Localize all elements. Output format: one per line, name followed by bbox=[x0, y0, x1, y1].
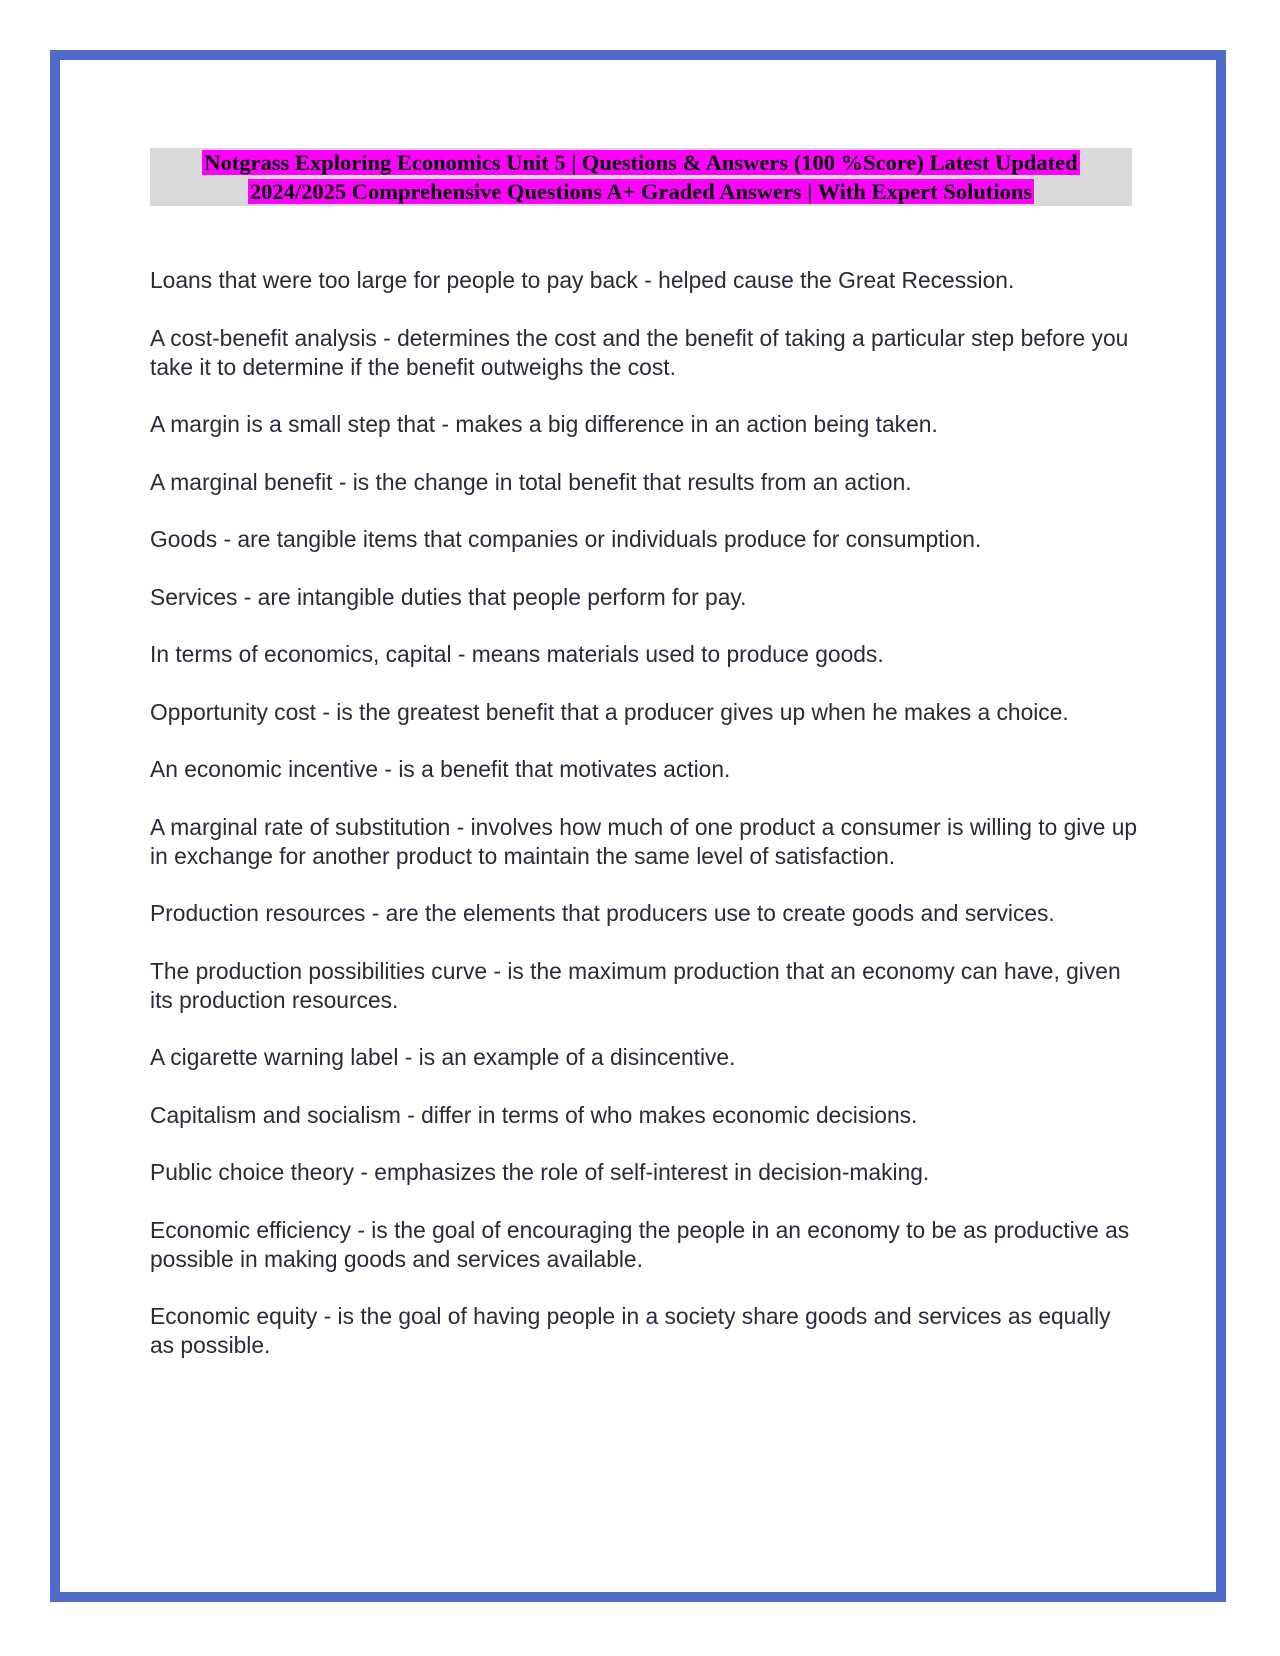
document-title bbox=[150, 148, 1132, 206]
qa-item: A marginal benefit - is the change in total benefit that results from an action. bbox=[150, 468, 912, 495]
title-line-1: Notgrass Exploring Economics Unit 5 | Questions & Answers (100 %Score) Latest Updated bbox=[204, 150, 1078, 175]
qa-item: A margin is a small step that - makes a big difference in an action being taken. bbox=[150, 411, 938, 437]
qa-item: Goods - are tangible items that companies or individuals produce for consumption. bbox=[150, 526, 982, 552]
qa-item: Production resources - are the elements that producers use to create goods and services. bbox=[150, 900, 1055, 926]
qa-item: The production possibilities curve - is the maximum production that an economy can have, given its production resources. bbox=[150, 957, 1121, 1013]
qa-item: A cigarette warning label - is an example of a disincentive. bbox=[150, 1044, 736, 1070]
qa-item: Economic efficiency - is the goal of encouraging the people in an economy to be as productive as possible in making goods and services available. bbox=[150, 1216, 1130, 1272]
qa-item: Public choice theory - emphasizes the role of self-interest in decision-making. bbox=[150, 1159, 930, 1185]
qa-item: A marginal rate of substitution - involves how much of one product a consumer is willing to give up in exchange for another product to maintain the same level of satisfaction. bbox=[150, 813, 1138, 869]
qa-item: Economic equity - is the goal of having people in a society share goods and services as equally as possible. bbox=[150, 1303, 1111, 1358]
qa-list bbox=[150, 266, 1140, 1389]
title-line-2: 2024/2025 Comprehensive Questions A+ Graded Answers | With Expert Solutions bbox=[249, 179, 1033, 204]
qa-item: A cost-benefit analysis - determines the cost and the benefit of taking a particular step before you take it to determine if the benefit outweighs the cost. bbox=[150, 324, 1129, 380]
qa-item: In terms of economics, capital - means materials used to produce goods. bbox=[150, 641, 884, 667]
qa-item: Capitalism and socialism - differ in terms of who makes economic decisions. bbox=[150, 1101, 918, 1128]
qa-item: Services - are intangible duties that people perform for pay. bbox=[150, 583, 747, 610]
qa-item: Opportunity cost - is the greatest benefit that a producer gives up when he makes a choice. bbox=[150, 698, 1069, 725]
qa-item: An economic incentive - is a benefit that motivates action. bbox=[150, 756, 731, 782]
qa-item: Loans that were too large for people to pay back - helped cause the Great Recession. bbox=[150, 267, 1015, 293]
